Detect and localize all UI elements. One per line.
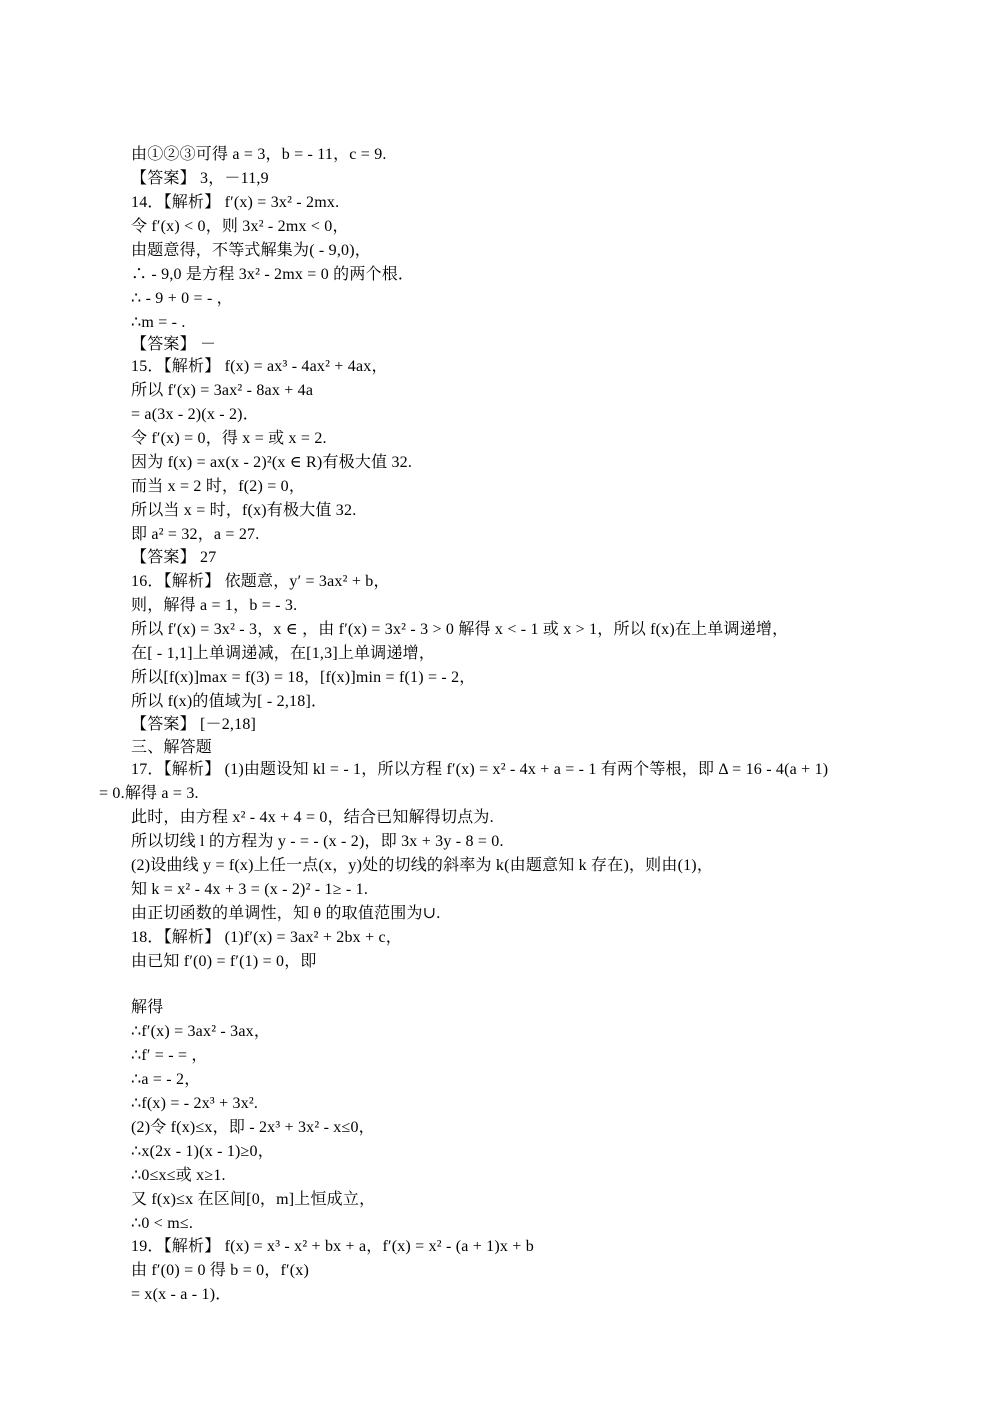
question-14-heading: 14．【解析】 f′(x) = 3x² - 2mx.	[131, 194, 340, 211]
text-line: 知 k = x² - 4x + 3 = (x - 2)² - 1≥ - 1.	[131, 881, 369, 898]
answer-line: 【答案】 27	[131, 549, 217, 566]
question-16-heading: 16．【解析】 依题意，y′ = 3ax² + b，	[131, 573, 390, 590]
text-line: 又 f(x)≤x 在区间[0，m]上恒成立，	[131, 1191, 376, 1208]
answer-line: 【答案】 －	[131, 336, 217, 353]
answer-line: 【答案】 3，－11,9	[131, 170, 269, 187]
text-line: = 0.解得 a = 3.	[99, 785, 199, 802]
question-15-heading: 15．【解析】 f(x) = ax³ - 4ax² + 4ax，	[131, 358, 388, 375]
text-line: 所以 f′(x) = 3ax² - 8ax + 4a	[131, 382, 314, 399]
text-line: ∴ - 9 + 0 = - ，	[131, 290, 233, 307]
text-line: ∴f(x) = - 2x³ + 3x².	[131, 1095, 259, 1112]
text-line: 令 f′(x) < 0，则 3x² - 2mx < 0，	[131, 218, 349, 235]
text-line: = x(x - a - 1)．	[131, 1286, 232, 1303]
text-line: ∴ - 9,0 是方程 3x² - 2mx = 0 的两个根．	[131, 266, 415, 283]
text-line: 由已知 f′(0) = f′(1) = 0，即	[131, 953, 317, 970]
question-18-heading: 18．【解析】 (1)f′(x) = 3ax² + 2bx + c，	[131, 929, 403, 946]
text-line: ∴m = - .	[131, 314, 186, 331]
text-line: ∴f′(x) = 3ax² - 3ax，	[131, 1023, 271, 1040]
text-line: 由①②③可得 a = 3，b = - 11，c = 9.	[131, 146, 387, 163]
text-line: 所以 f′(x) = 3x² - 3，x ∈ ，由 f′(x) = 3x² - 3 > 0 解得 x < - 1 或 x > 1，所以 f(x)在上单调递增，	[131, 621, 789, 638]
text-line: ∴0≤x≤或 x≥1.	[131, 1167, 226, 1184]
text-line: ∴f′ = - = ，	[131, 1047, 208, 1064]
text-line: 解得	[131, 999, 164, 1016]
text-line: 由正切函数的单调性，知 θ 的取值范围为∪.	[131, 905, 441, 922]
text-line: ∴0 < m≤.	[131, 1215, 194, 1232]
text-line: 此时，由方程 x² - 4x + 4 = 0，结合已知解得切点为.	[131, 809, 494, 826]
text-line: (2)令 f(x)≤x，即 - 2x³ + 3x² - x≤0，	[131, 1119, 375, 1136]
answer-line: 【答案】 [－2,18]	[131, 716, 257, 733]
text-line: 所以切线 l 的方程为 y - = - (x - 2)，即 3x + 3y - 8 = 0.	[131, 833, 504, 850]
text-line: 在[ - 1,1]上单调递减，在[1,3]上单调递增，	[131, 645, 436, 662]
text-line: ∴a = - 2，	[131, 1071, 201, 1088]
section-heading: 三、解答题	[131, 739, 213, 756]
text-line: ∴x(2x - 1)(x - 1)≥0，	[131, 1143, 274, 1160]
text-line: 所以 f(x)的值域为[ - 2,18]．	[131, 693, 328, 710]
question-19-heading: 19．【解析】 f(x) = x³ - x² + bx + a，f′(x) = x² - (a + 1)x + b	[131, 1238, 534, 1255]
text-line: 即 a² = 32，a = 27.	[131, 526, 260, 543]
question-17-heading: 17．【解析】 (1)由题设知 kl = - 1，所以方程 f′(x) = x² - 4x + a = - 1 有两个等根，即 Δ = 16 - 4(a + 1)	[131, 761, 829, 778]
text-line: 而当 x = 2 时，f(2) = 0，	[131, 478, 306, 495]
text-line: 由 f′(0) = 0 得 b = 0，f′(x)	[131, 1262, 310, 1279]
text-line: 由题意得，不等式解集为( - 9,0)，	[131, 242, 371, 259]
text-line: = a(3x - 2)(x - 2)．	[131, 406, 259, 423]
text-line: 所以[f(x)]max = f(3) = 18，[f(x)]min = f(1) = - 2，	[131, 669, 476, 686]
text-line: 令 f′(x) = 0，得 x = 或 x = 2.	[131, 430, 327, 447]
text-line: 则，解得 a = 1，b = - 3.	[131, 597, 298, 614]
text-line: 因为 f(x) = ax(x - 2)²(x ∈ R)有极大值 32.	[131, 454, 413, 471]
text-line: 所以当 x = 时，f(x)有极大值 32.	[131, 502, 357, 519]
text-line: (2)设曲线 y = f(x)上任一点(x，y)处的切线的斜率为 k(由题意知 k 存在)，则由(1)，	[131, 857, 714, 874]
